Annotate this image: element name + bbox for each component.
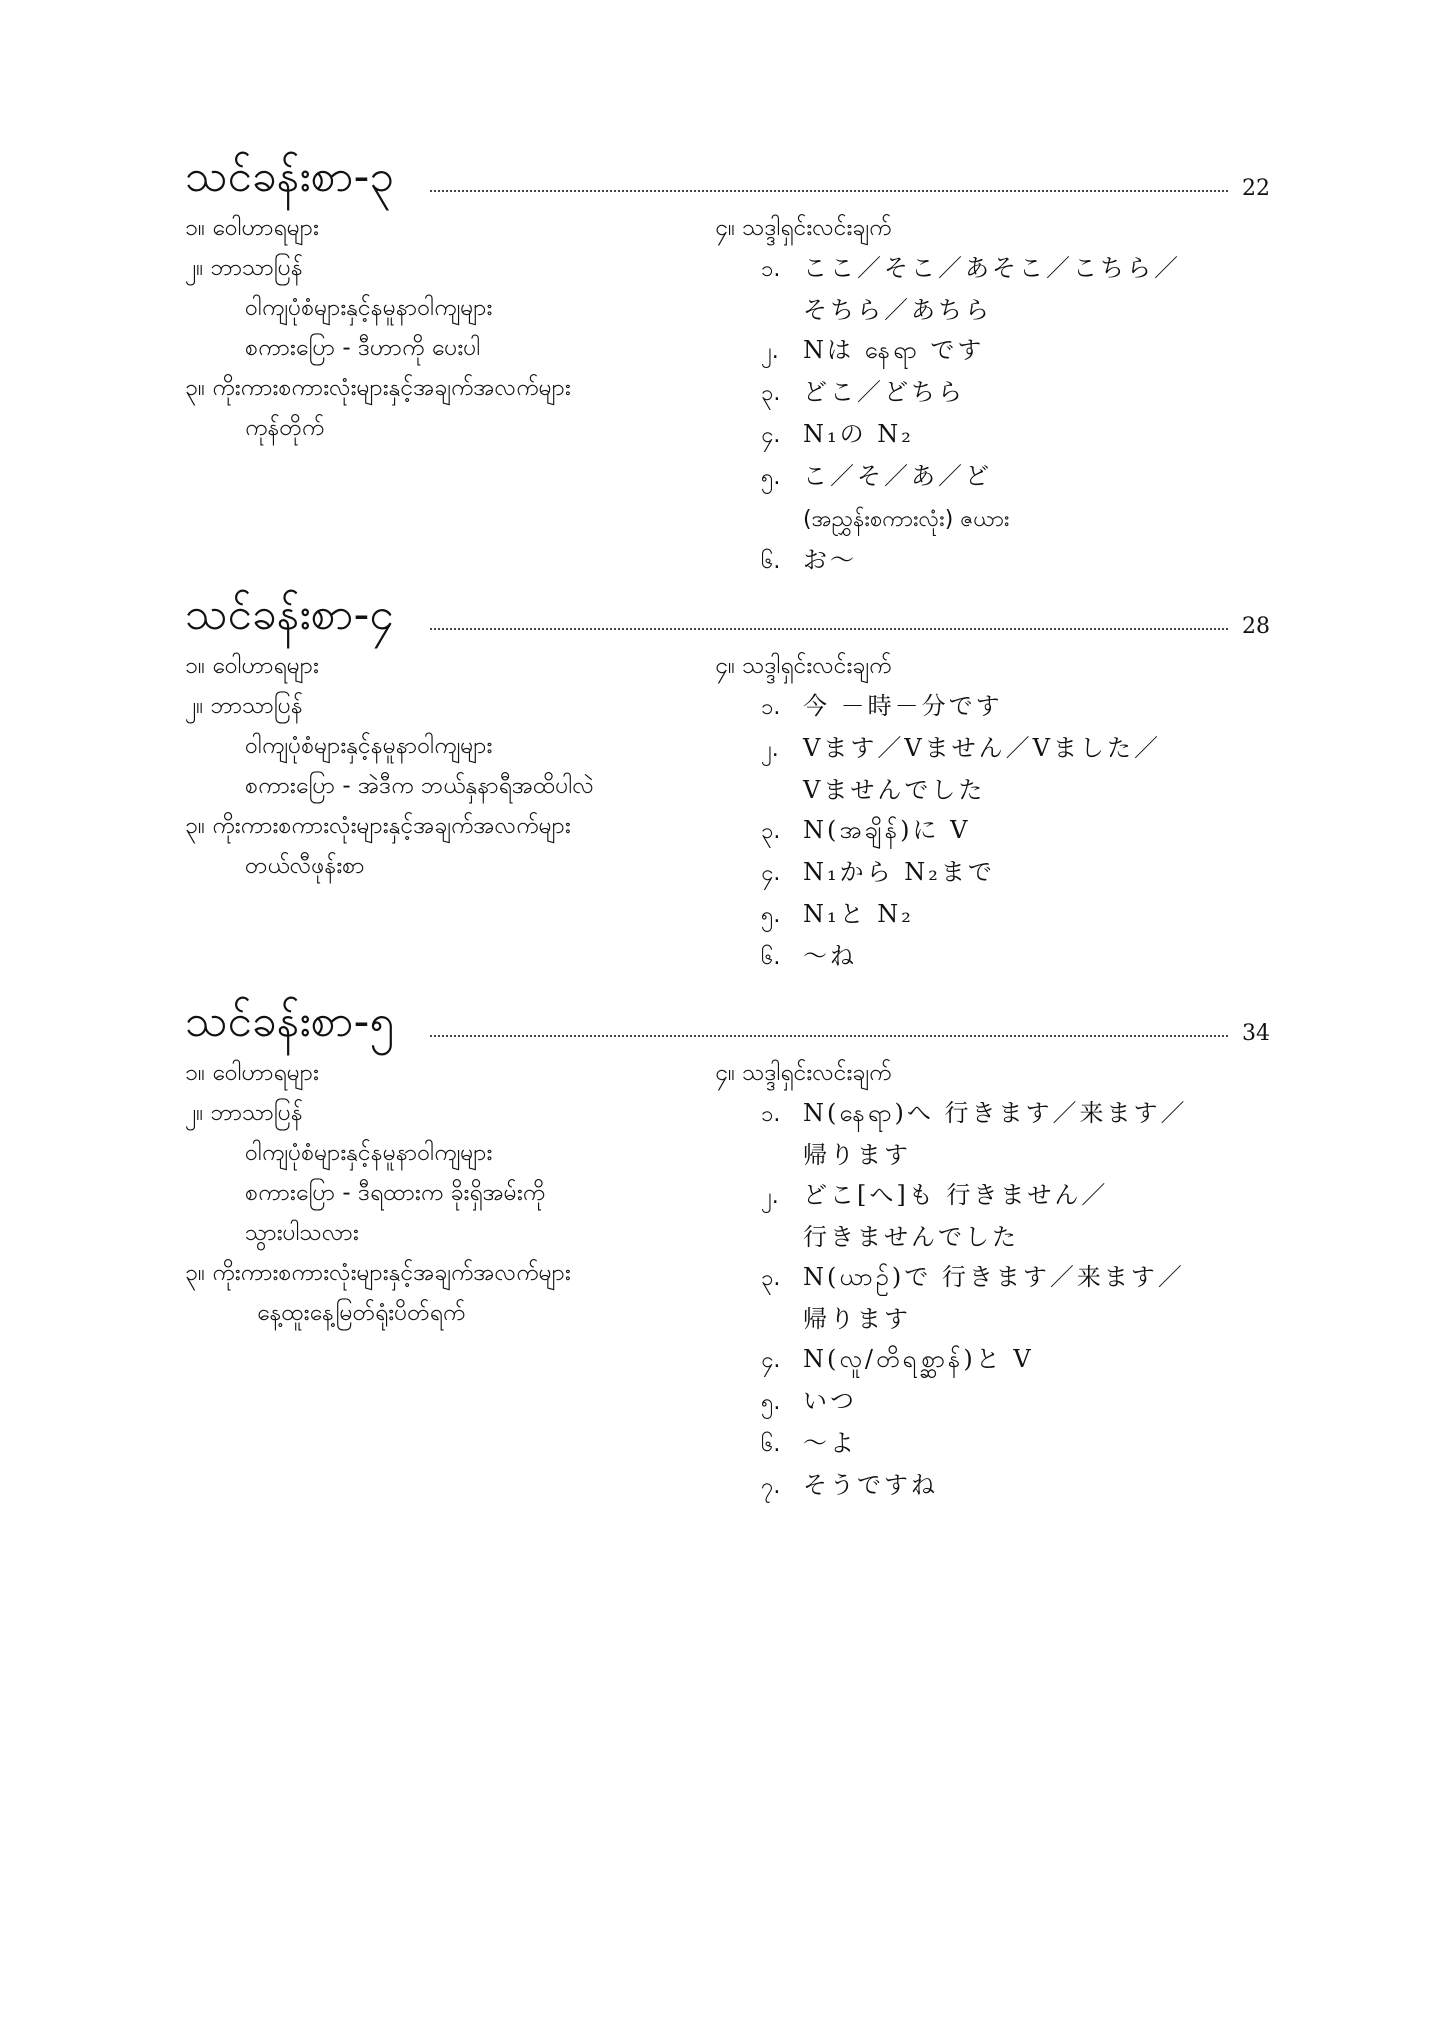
toc-subentry: ဝါကျပုံစံများနှင့်နမူနာဝါကျများ xyxy=(245,295,493,321)
item-number: ၄. xyxy=(761,861,781,886)
item-text: Vます／Vません／Vました／ xyxy=(803,734,1161,762)
dotted-leader xyxy=(430,190,1228,192)
lesson-title[interactable]: သင်ခန်းစာ-၄ xyxy=(185,589,395,640)
item-text: どこ／どちら xyxy=(803,378,965,406)
lesson-contents-left xyxy=(185,646,715,886)
item-text: (အညွှန်းစကားလုံး) ဇယား xyxy=(803,507,1010,532)
grammar-heading: ၄။ သဒ္ဒါရှင်းလင်းချက် xyxy=(715,1060,892,1086)
lesson-title[interactable]: သင်ခန်းစာ-၃ xyxy=(185,151,395,202)
lesson-header xyxy=(185,985,1270,1051)
toc-subentry: ဝါကျပုံစံများနှင့်နမူနာဝါကျများ xyxy=(245,733,493,759)
grammar-item xyxy=(715,540,1270,582)
item-text: N₁の N₂ xyxy=(803,420,914,448)
grammar-item xyxy=(715,936,1270,978)
toc-entry: ၃။ ကိုးကားစကားလုံးများနှင့်အချက်အလက်များ xyxy=(185,813,571,839)
grammar-item-continuation xyxy=(715,770,1270,810)
lesson-header xyxy=(185,140,1270,206)
item-text: こ／そ／あ／ど xyxy=(803,462,992,490)
item-text: ～よ xyxy=(803,1429,857,1457)
toc-subentry: စကားပြော - ဒီရထားက ခိုးရှိအမ်းကို xyxy=(245,1180,546,1206)
toc-subentry: စကားပြော - ဒီဟာကို ပေးပါ xyxy=(245,335,481,361)
item-text: N(အချိန်)に V xyxy=(803,816,971,844)
item-number: ၃. xyxy=(761,381,781,406)
toc-subentry: တယ်လီဖုန်းစာ xyxy=(245,853,365,879)
toc-subentry: ကုန်တိုက် xyxy=(245,415,325,441)
toc-entry: ၁။ ဝေါဟာရများ xyxy=(185,215,319,241)
toc-subentry: သွားပါသလား xyxy=(245,1220,359,1246)
item-text: ～ね xyxy=(803,942,857,970)
page-number[interactable]: 28 xyxy=(1242,614,1270,639)
toc-subentry: နေ့ထူးနေ့မြတ်ရုံးပိတ်ရက် xyxy=(257,1300,466,1326)
item-number: ၃. xyxy=(761,819,781,844)
toc-entry: ၃။ ကိုးကားစကားလုံးများနှင့်အချက်အလက်များ xyxy=(185,1260,571,1286)
toc-subentry: စကားပြော - အဲဒီက ဘယ်နှနာရီအထိပါလဲ xyxy=(245,773,594,799)
lesson-contents-left xyxy=(185,1053,715,1333)
item-number: ၅. xyxy=(761,903,781,928)
dotted-leader xyxy=(430,1035,1228,1037)
grammar-explanation-list xyxy=(715,1053,1270,1507)
grammar-item xyxy=(715,810,1270,852)
lesson-section xyxy=(185,985,1270,1499)
item-text: そちら／あちら xyxy=(803,296,992,324)
item-number: ၄. xyxy=(761,1348,781,1373)
item-text: 帰ります xyxy=(803,1305,911,1333)
toc-entry: ၂။ ဘာသာပြန် xyxy=(185,1100,303,1126)
grammar-item xyxy=(715,1339,1270,1381)
item-text: 帰ります xyxy=(803,1141,911,1169)
grammar-item xyxy=(715,248,1270,290)
grammar-item xyxy=(715,1423,1270,1465)
lesson-section xyxy=(185,140,1270,574)
item-text: どこ[へ]も 行きません／ xyxy=(803,1181,1109,1209)
grammar-item xyxy=(715,1381,1270,1423)
item-text: N₁から N₂まで xyxy=(803,858,995,886)
item-number: ၁. xyxy=(761,1102,781,1127)
item-number: ၁. xyxy=(761,257,781,282)
grammar-explanation-list xyxy=(715,646,1270,978)
item-text: ここ／そこ／あそこ／こちら／ xyxy=(803,254,1181,282)
item-text: Vませんでした xyxy=(803,776,986,804)
item-number: ၃. xyxy=(761,1266,781,1291)
toc-subentry: ဝါကျပုံစံများနှင့်နမူနာဝါကျများ xyxy=(245,1140,493,1166)
item-number: ၄. xyxy=(761,423,781,448)
toc-entry: ၁။ ဝေါဟာရများ xyxy=(185,653,319,679)
page-number[interactable]: 22 xyxy=(1242,176,1270,201)
item-text: Nは နေရာ です xyxy=(803,336,985,364)
grammar-item xyxy=(715,330,1270,372)
item-text: お～ xyxy=(803,546,857,574)
item-number: ၁. xyxy=(761,695,781,720)
grammar-item xyxy=(715,1093,1270,1135)
item-number: ၅. xyxy=(761,465,781,490)
page-number[interactable]: 34 xyxy=(1242,1021,1270,1046)
grammar-item-continuation xyxy=(715,1217,1270,1257)
toc-entry: ၁။ ဝေါဟာရများ xyxy=(185,1060,319,1086)
grammar-item xyxy=(715,686,1270,728)
grammar-item xyxy=(715,1175,1270,1217)
grammar-item-continuation xyxy=(715,290,1270,330)
item-text: 今 －時－分です xyxy=(803,692,1003,720)
item-number: ၇. xyxy=(761,1474,781,1499)
item-number: ၂. xyxy=(761,339,779,364)
grammar-item xyxy=(715,852,1270,894)
item-text: 行きませんでした xyxy=(803,1223,1019,1251)
item-text: いつ xyxy=(803,1387,857,1415)
grammar-item xyxy=(715,372,1270,414)
toc-entry: ၂။ ဘာသာပြန် xyxy=(185,693,303,719)
grammar-item xyxy=(715,456,1270,498)
item-text: N(နေရာ)へ 行きます／来ます／ xyxy=(803,1099,1188,1127)
item-number: ၂. xyxy=(761,737,779,762)
item-number: ၆. xyxy=(761,1432,781,1457)
item-text: N₁と N₂ xyxy=(803,900,914,928)
item-text: そうですね xyxy=(803,1471,938,1499)
item-text: N(လူ/တိရစ္ဆာန်)と V xyxy=(803,1345,1034,1373)
lesson-section xyxy=(185,578,1270,970)
toc-entry: ၂။ ဘာသာပြန် xyxy=(185,255,303,281)
item-number: ၆. xyxy=(761,549,781,574)
lesson-header xyxy=(185,578,1270,644)
grammar-heading: ၄။ သဒ္ဒါရှင်းလင်းချက် xyxy=(715,653,892,679)
item-number: ၅. xyxy=(761,1390,781,1415)
toc-entry: ၃။ ကိုးကားစကားလုံးများနှင့်အချက်အလက်များ xyxy=(185,375,571,401)
grammar-item xyxy=(715,414,1270,456)
grammar-item-continuation xyxy=(715,1135,1270,1175)
grammar-item-continuation xyxy=(715,498,1270,540)
dotted-leader xyxy=(430,628,1228,630)
item-number: ၂. xyxy=(761,1184,779,1209)
lesson-contents-left xyxy=(185,208,715,448)
lesson-title[interactable]: သင်ခန်းစာ-၅ xyxy=(185,996,395,1047)
grammar-item xyxy=(715,1257,1270,1299)
grammar-heading: ၄။ သဒ္ဒါရှင်းလင်းချက် xyxy=(715,215,892,241)
grammar-explanation-list xyxy=(715,208,1270,582)
grammar-item xyxy=(715,894,1270,936)
grammar-item xyxy=(715,1465,1270,1507)
item-number: ၆. xyxy=(761,945,781,970)
item-text: N(ယာဉ်)で 行きます／来ます／ xyxy=(803,1263,1185,1291)
grammar-item-continuation xyxy=(715,1299,1270,1339)
grammar-item xyxy=(715,728,1270,770)
